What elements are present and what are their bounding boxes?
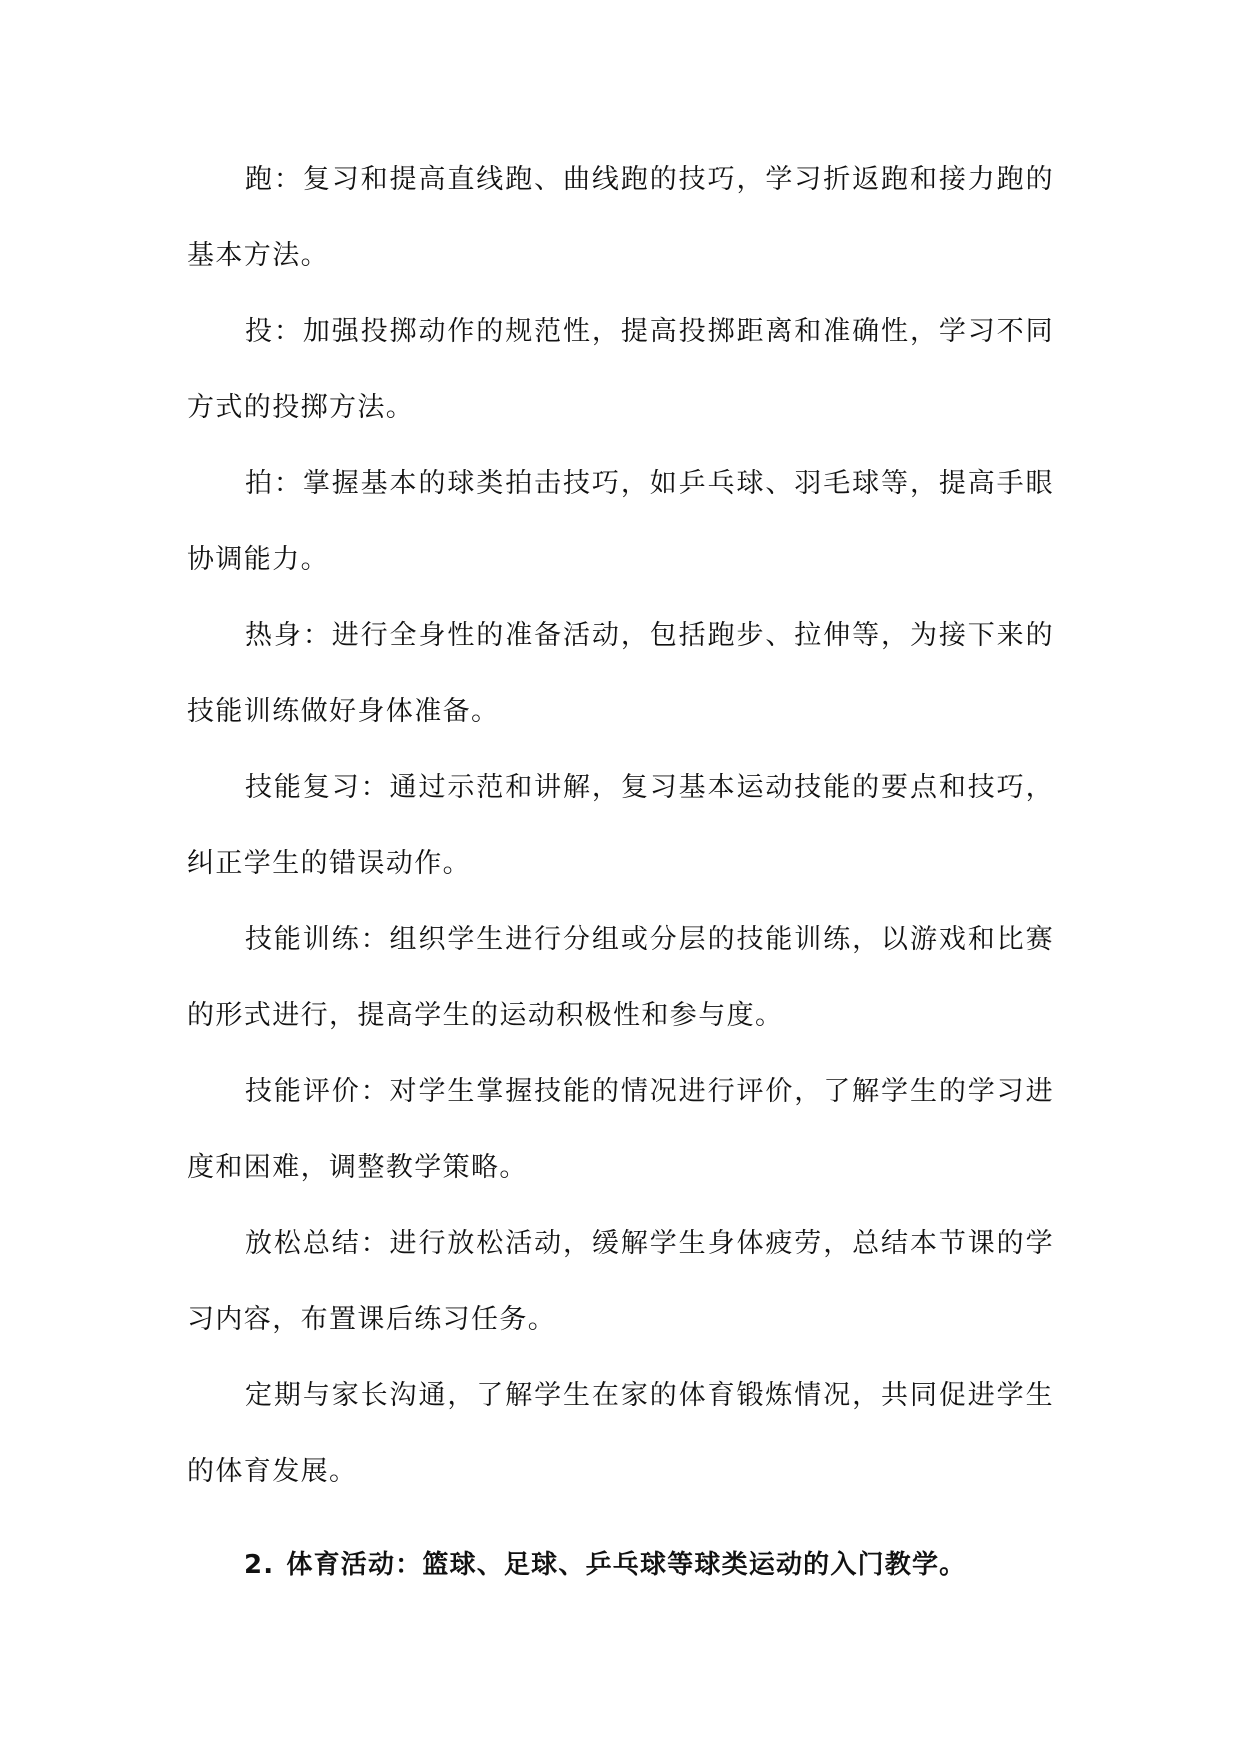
section-number: 2. <box>244 1550 275 1580</box>
paragraph-relax-summary: 放松总结：进行放松活动，缓解学生身体疲劳，总结本节课的学习内容，布置课后练习任务。 <box>187 1228 1054 1335</box>
paragraph-parent-communication: 定期与家长沟通，了解学生在家的体育锻炼情况，共同促进学生的体育发展。 <box>187 1380 1054 1487</box>
paragraph-skill-training: 技能训练：组织学生进行分组或分层的技能训练，以游戏和比赛的形式进行，提高学生的运动积极性和参与度。 <box>187 924 1054 1031</box>
document-body <box>187 142 1054 1510</box>
paragraph-skill-review: 技能复习：通过示范和讲解，复习基本运动技能的要点和技巧，纠正学生的错误动作。 <box>187 772 1054 879</box>
section-heading <box>244 1545 966 1585</box>
paragraph-warmup: 热身：进行全身性的准备活动，包括跑步、拉伸等，为接下来的技能训练做好身体准备。 <box>187 620 1054 727</box>
section-title: 体育活动：篮球、足球、乒乓球等球类运动的入门教学。 <box>286 1550 967 1580</box>
paragraph-hitting: 拍：掌握基本的球类拍击技巧，如乒乓球、羽毛球等，提高手眼协调能力。 <box>187 468 1054 575</box>
paragraph-throwing: 投：加强投掷动作的规范性，提高投掷距离和准确性，学习不同方式的投掷方法。 <box>187 316 1054 423</box>
paragraph-running: 跑：复习和提高直线跑、曲线跑的技巧，学习折返跑和接力跑的基本方法。 <box>187 164 1054 271</box>
paragraph-skill-evaluation: 技能评价：对学生掌握技能的情况进行评价，了解学生的学习进度和困难，调整教学策略。 <box>187 1076 1054 1183</box>
